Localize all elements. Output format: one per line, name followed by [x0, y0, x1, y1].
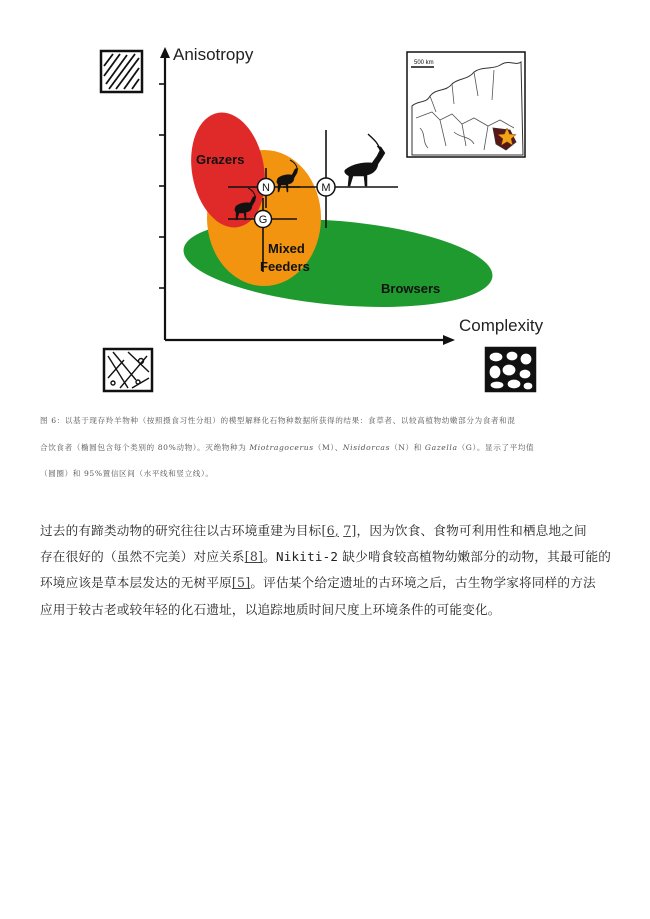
citation-8[interactable]: [8]	[244, 549, 264, 565]
taxon-miotragocerus: Miotragocerus	[249, 442, 314, 452]
body-line-4: 应用于较古老或较年轻的化石遗址，以追踪地质时间尺度上环境条件的可能变化。	[40, 601, 501, 617]
citation-5[interactable]: [5]	[231, 575, 251, 591]
europe-inset-map	[407, 52, 525, 157]
map-scale-label: 500 km	[414, 60, 434, 66]
citation-7[interactable]: 7]	[343, 523, 357, 538]
y-axis-label: Anisotropy	[173, 45, 254, 64]
marker-m	[317, 178, 335, 196]
site-name: Nikiti-2	[275, 549, 339, 565]
anisotropy-texture-icon	[101, 51, 142, 92]
body-line-2: 存在很好的（虽然不完美）对应关系[8]。Nikiti-2 缺少啃食较高植物幼嫩部分的动物，其最可能的	[40, 549, 612, 565]
x-axis-arrow-icon	[443, 335, 455, 345]
mixed-label: Mixed	[268, 241, 305, 256]
antelope-silhouette-icon	[345, 134, 385, 186]
body-line-1: 过去的有蹄类动物的研究往往以古环境重建为目标[6, 7]，因为饮食、食物可利用性和栖息地之间	[40, 523, 587, 538]
browsers-label: Browsers	[381, 281, 441, 296]
marker-n	[258, 179, 275, 196]
feeders-label: Feeders	[260, 259, 310, 274]
low-complexity-texture-icon	[104, 349, 152, 391]
feeding-ecology-figure	[95, 40, 555, 400]
y-axis-arrow-icon	[160, 47, 170, 58]
caption-line-2: 合饮食者（椭圆包含每个类别的 80%动物）。灭绝物种为 Miotragocerus（M）、Nisidorcas（N）和 Gazella（G）。显示了平均值	[40, 442, 535, 452]
caption-line-3: （圆圈）和 95%置信区间（水平线和竖立线）。	[40, 469, 214, 478]
marker-g	[255, 211, 272, 228]
high-complexity-texture-icon	[486, 348, 535, 391]
citation-6[interactable]: [6,	[321, 523, 339, 538]
figure-caption	[40, 408, 612, 488]
taxon-nisidorcas: Nisidorcas	[342, 442, 391, 452]
marker-n-label: N	[262, 182, 270, 194]
x-axis-label: Complexity	[459, 316, 544, 335]
body-paragraph	[40, 518, 612, 623]
caption-line-1: 图 6：以基于现存羚羊物种（按照摄食习性分组）的模型解释化石物种数据所获得的结果：食草者、以较高植物幼嫩部分为食者和混	[40, 416, 516, 425]
marker-g-label: G	[258, 214, 268, 226]
taxon-gazella: Gazella	[424, 442, 458, 452]
grazers-label: Grazers	[196, 152, 245, 167]
body-line-3: 环境应该是草本层发达的无树平原[5]。评估某个给定遗址的古环境之后，古生物学家将同样的方法	[40, 575, 596, 591]
marker-m-label: M	[321, 182, 331, 194]
